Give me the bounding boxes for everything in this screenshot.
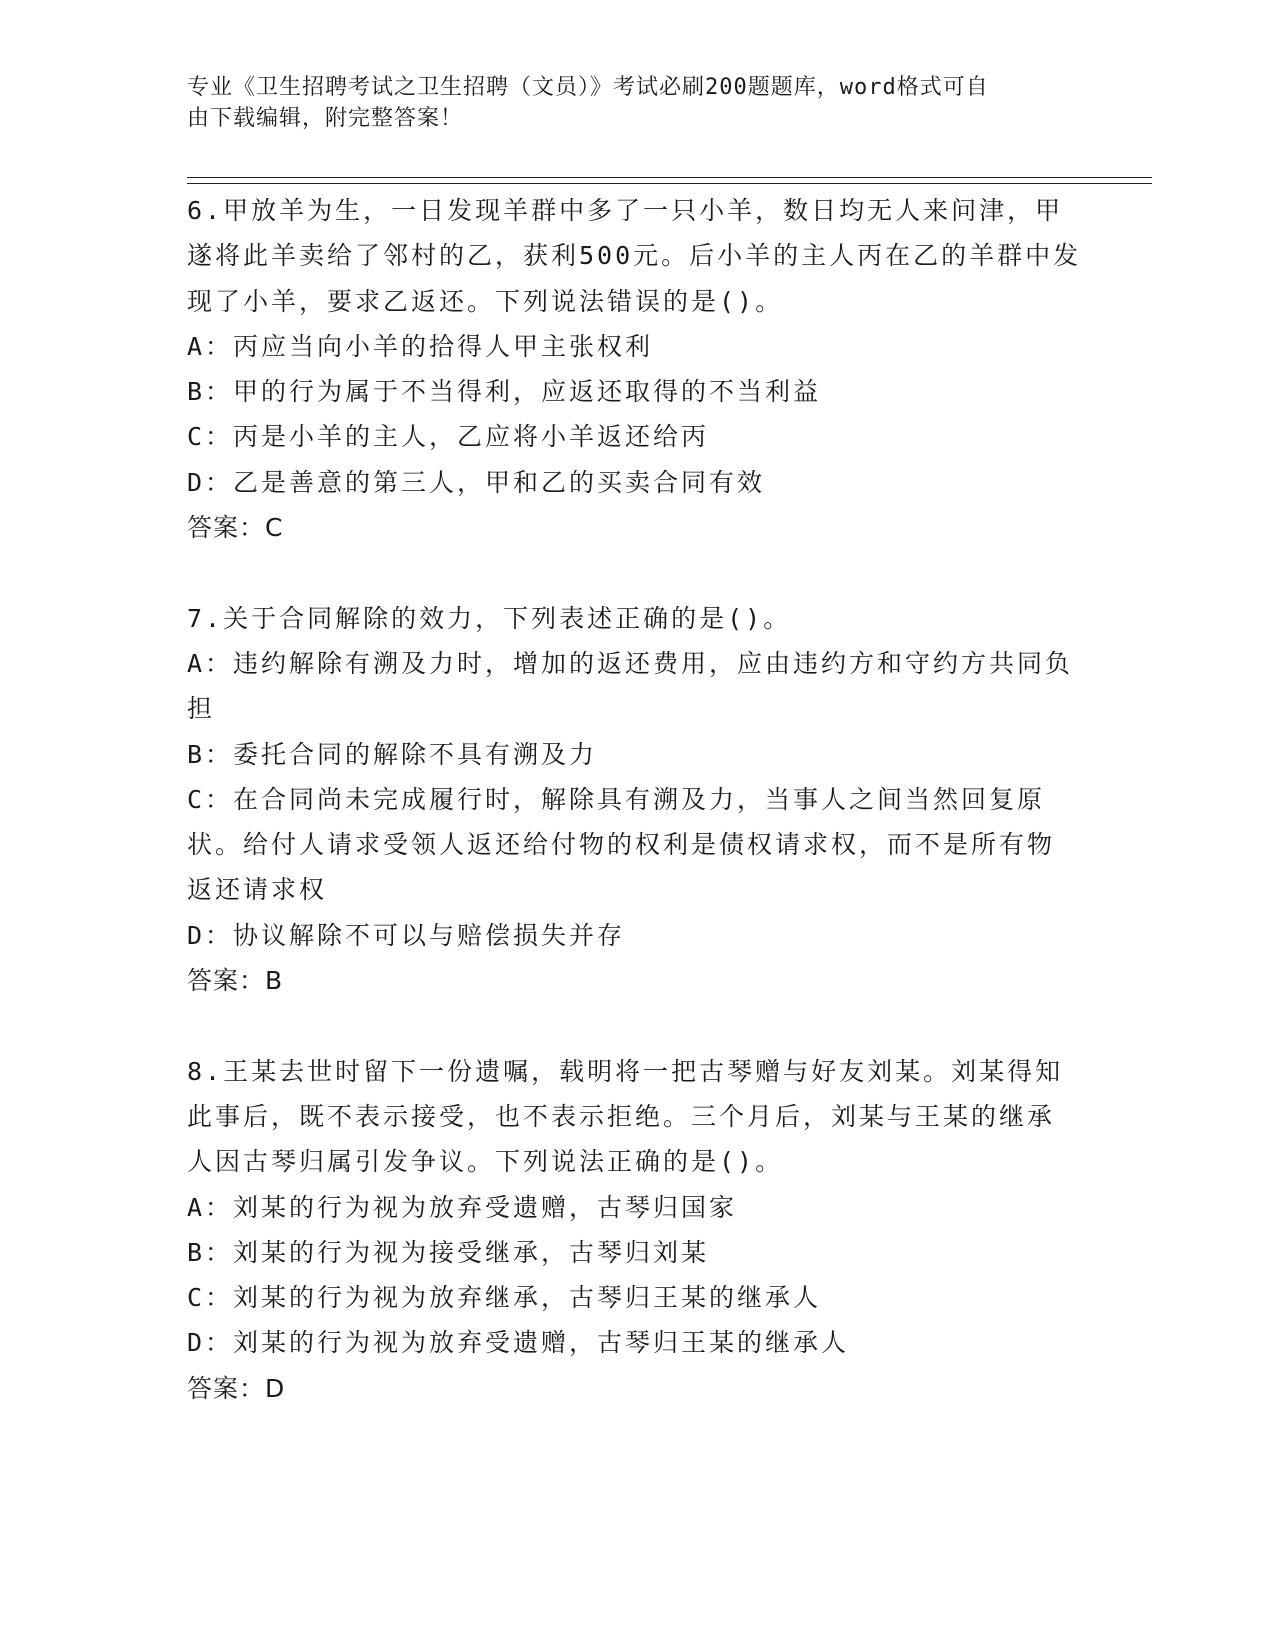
header-rule-top — [187, 177, 1152, 178]
question-stem: 6.甲放羊为生，一日发现羊群中多了一只小羊，数日均无人来问津，甲遂将此羊卖给了邻村的乙，获利500元。后小羊的主人丙在乙的羊群中发现了小羊，要求乙返还。下列说法错误的是()。 — [187, 196, 1082, 316]
question-stem: 8.王某去世时留下一份遗嘱，载明将一把古琴赠与好友刘某。刘某得知此事后，既不表示接受，也不表示拒绝。三个月后，刘某与王某的继承人因古琴归属引发争议。下列说法正确的是()。 — [187, 1056, 1064, 1177]
option-b: B：刘某的行为视为接受继承，古琴归刘某 — [187, 1237, 710, 1267]
header-line-2: 由下载编辑，附完整答案！ — [187, 106, 464, 131]
option-c: C：丙是小羊的主人，乙应将小羊返还给丙 — [187, 422, 710, 452]
header-rule-bottom — [187, 183, 1152, 184]
option-a: A：违约解除有溯及力时，增加的返还费用，应由违约方和守约方共同负担 — [187, 648, 1074, 724]
question-7 — [187, 596, 1082, 1004]
option-c: C：刘某的行为视为放弃继承，古琴归王某的继承人 — [187, 1283, 822, 1313]
option-d: D：乙是善意的第三人，甲和乙的买卖合同有效 — [187, 467, 766, 497]
answer: 答案：B — [187, 966, 284, 996]
option-a: A：丙应当向小羊的拾得人甲主张权利 — [187, 331, 654, 361]
question-stem: 7.关于合同解除的效力，下列表述正确的是()。 — [187, 603, 792, 633]
answer: 答案：C — [187, 513, 284, 543]
header-line-1: 专业《卫生招聘考试之卫生招聘（文员）》考试必刷200题题库，word格式可自 — [187, 75, 989, 100]
option-b: B：委托合同的解除不具有溯及力 — [187, 739, 598, 769]
question-6 — [187, 188, 1082, 550]
document-header — [187, 72, 1067, 134]
option-d: D：刘某的行为视为放弃受遗赠，古琴归王某的继承人 — [187, 1328, 850, 1358]
option-b: B：甲的行为属于不当得利，应返还取得的不当利益 — [187, 377, 822, 407]
answer: 答案：D — [187, 1373, 286, 1403]
option-c: C：在合同尚未完成履行时，解除具有溯及力，当事人之间当然回复原状。给付人请求受领人返还给付物的权利是债权请求权，而不是所有物返还请求权 — [187, 784, 1056, 905]
question-list — [187, 188, 1082, 1456]
option-a: A：刘某的行为视为放弃受遗赠，古琴归国家 — [187, 1192, 738, 1222]
option-d: D：协议解除不可以与赔偿损失并存 — [187, 920, 626, 950]
question-8 — [187, 1049, 1082, 1411]
